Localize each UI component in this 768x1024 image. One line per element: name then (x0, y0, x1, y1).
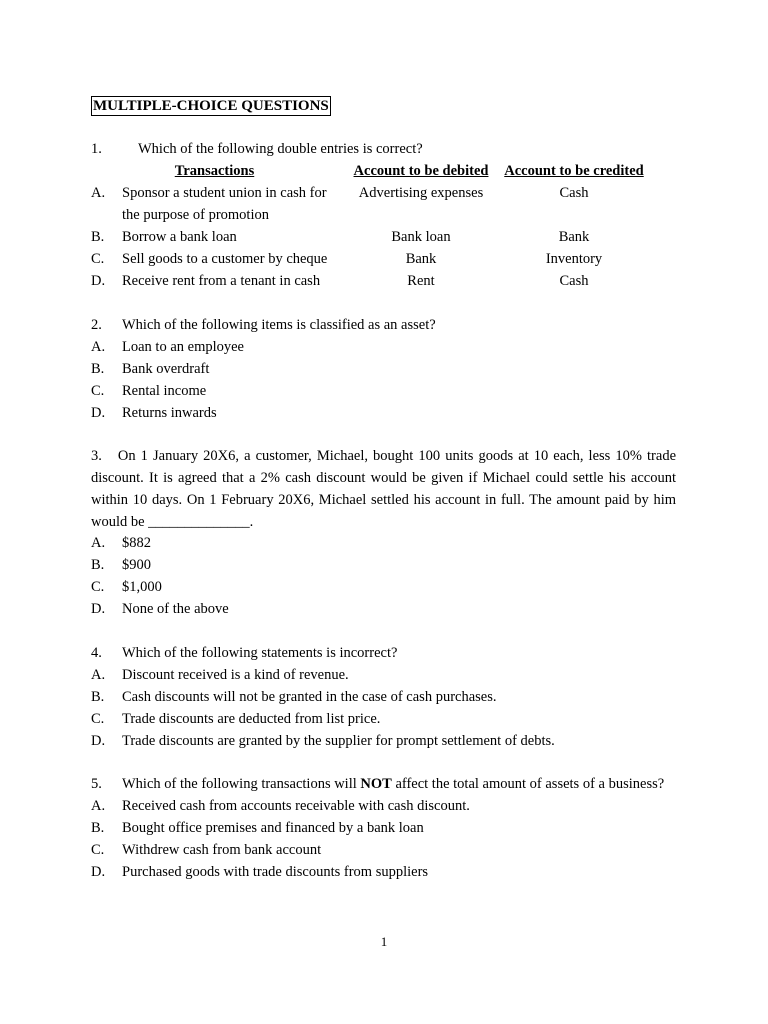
option-text: Rental income (122, 383, 207, 399)
option-text: Bank overdraft (122, 361, 210, 377)
question-emphasis: NOT (360, 776, 392, 792)
option-label: A. (91, 339, 106, 355)
option-label: B. (91, 689, 105, 705)
option-text: Trade discounts are deducted from list price. (122, 711, 381, 727)
option-label: B. (91, 361, 105, 377)
debit-account: Bank (405, 251, 437, 267)
option-text: $882 (122, 535, 151, 551)
credit-account: Inventory (545, 251, 603, 267)
option-label: C. (91, 579, 105, 595)
question-number: 5. (91, 776, 102, 792)
question-text-part: affect the total amount of assets of a business? (391, 776, 665, 792)
section-title: MULTIPLE-CHOICE QUESTIONS (93, 98, 329, 114)
question-text: Which of the following items is classified as an asset? (122, 317, 436, 333)
option-text: $900 (122, 557, 151, 573)
page-number: 1 (380, 934, 388, 949)
option-label: C. (91, 711, 105, 727)
transaction-text: Receive rent from a tenant in cash (122, 273, 321, 289)
option-text: Purchased goods with trade discounts from suppliers (122, 864, 429, 880)
option-label: A. (91, 535, 106, 551)
header-transactions: Transactions (174, 163, 255, 179)
option-label: B. (91, 820, 105, 836)
option-label: D. (91, 601, 106, 617)
header-debited: Account to be debited (353, 163, 489, 179)
question-3 (91, 445, 676, 533)
question-number: 4. (91, 645, 102, 661)
debit-account: Advertising expenses (358, 185, 484, 201)
option-label: C. (91, 842, 105, 858)
option-label: B. (91, 229, 105, 245)
table-row (91, 226, 676, 248)
option-label: D. (91, 273, 106, 289)
option-label: D. (91, 733, 106, 749)
transaction-text: the purpose of promotion (122, 207, 269, 223)
question-number: 3. (91, 448, 102, 464)
option-text: $1,000 (122, 579, 162, 595)
table-row (91, 182, 676, 204)
debit-account: Rent (407, 273, 435, 289)
option-text: None of the above (122, 601, 229, 617)
question-text: Which of the following double entries is correct? (138, 141, 423, 157)
option-text: Bought office premises and financed by a bank loan (122, 820, 424, 836)
option-label: C. (91, 383, 105, 399)
header-credited: Account to be credited (504, 163, 644, 179)
option-text: Loan to an employee (122, 339, 244, 355)
credit-account: Bank (558, 229, 590, 245)
table-row (91, 248, 676, 270)
option-text: Withdrew cash from bank account (122, 842, 322, 858)
option-text: Returns inwards (122, 405, 217, 421)
credit-account: Cash (559, 185, 589, 201)
question-text (122, 773, 664, 795)
question-number: 2. (91, 317, 102, 333)
transaction-text: Borrow a bank loan (122, 229, 237, 245)
transaction-text: Sponsor a student union in cash for (122, 185, 327, 201)
table-row (91, 270, 676, 292)
option-label: A. (91, 185, 106, 201)
question-text: Which of the following statements is incorrect? (122, 645, 398, 661)
option-text: Discount received is a kind of revenue. (122, 667, 349, 683)
question-text-part: Which of the following transactions will (122, 776, 361, 792)
option-label: A. (91, 667, 106, 683)
option-text: Cash discounts will not be granted in the case of cash purchases. (122, 689, 497, 705)
credit-account: Cash (559, 273, 589, 289)
option-text: Trade discounts are granted by the supplier for prompt settlement of debts. (122, 733, 555, 749)
option-label: D. (91, 864, 106, 880)
question-number: 1. (91, 141, 102, 157)
debit-account: Bank loan (391, 229, 451, 245)
question-text: On 1 January 20X6, a customer, Michael, bought 100 units goods at 10 each, less 10% trade discount. It is agreed that a 2% cash discount would be given if Michael could settle his account within 10 days. On 1 February 20X6, Michael settled his account in full. The amount paid by him would be ______________. (91, 448, 676, 530)
option-label: B. (91, 557, 105, 573)
option-label: D. (91, 405, 106, 421)
option-label: C. (91, 251, 105, 267)
table-header-row (91, 160, 676, 182)
option-text: Received cash from accounts receivable with cash discount. (122, 798, 470, 814)
transaction-text: Sell goods to a customer by cheque (122, 251, 328, 267)
option-label: A. (91, 798, 106, 814)
